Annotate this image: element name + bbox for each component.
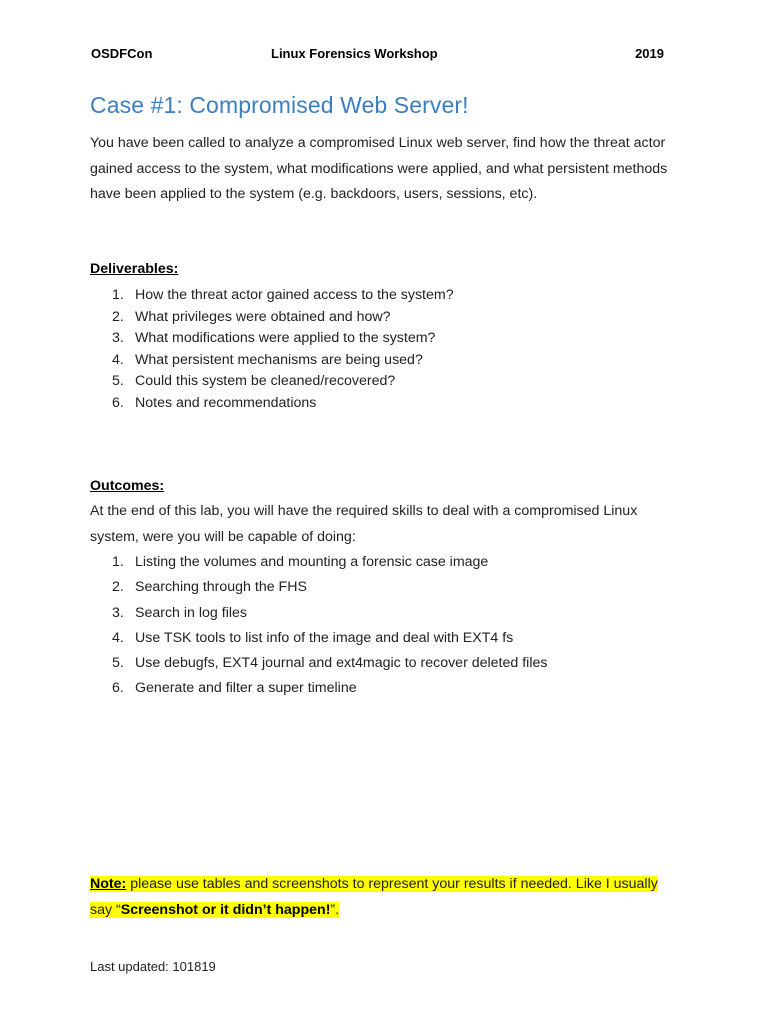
note-paragraph [90, 872, 680, 923]
note-label: Note: [90, 876, 127, 892]
case-title: Case #1: Compromised Web Server! [90, 92, 469, 118]
header-year: 2019 [635, 46, 664, 61]
list-number: 1. [112, 554, 124, 570]
list-item [112, 285, 454, 307]
list-item [112, 328, 454, 350]
list-item [112, 651, 547, 676]
list-item [112, 371, 454, 393]
list-item-text: Generate and filter a super timeline [135, 680, 357, 697]
list-item-text: Searching through the FHS [135, 579, 307, 596]
list-item-text: How the threat actor gained access to the system? [135, 287, 454, 303]
list-item-text: Could this system be cleaned/recovered? [135, 373, 396, 389]
list-number: 5. [112, 373, 124, 389]
list-number: 2. [112, 579, 124, 596]
note-text-end: ”. [330, 901, 340, 918]
list-item [112, 307, 454, 329]
deliverables-list [112, 285, 454, 414]
list-number: 3. [112, 330, 124, 346]
list-number: 4. [112, 351, 124, 368]
list-number: 6. [112, 394, 124, 411]
list-item-text: Listing the volumes and mounting a forensic case image [135, 554, 489, 570]
page-header [91, 46, 664, 64]
intro-paragraph: You have been called to analyze a compromised Linux web server, find how the threat actor gained access to the system, what modifications were applied, and what persistent methods have been applied to the system (e.g. backdoors, users, sessions, etc). [90, 135, 668, 202]
list-number: 3. [112, 604, 124, 621]
list-item-text: What modifications were applied to the system? [135, 330, 436, 346]
outcomes-heading: Outcomes: [90, 478, 165, 494]
note-highlight [90, 876, 658, 918]
list-item-text: Notes and recommendations [135, 394, 317, 411]
header-workshop-title: Linux Forensics Workshop [271, 46, 438, 61]
last-updated: Last updated: 101819 [90, 959, 216, 974]
list-item-text: Use debugfs, EXT4 journal and ext4magic to recover deleted files [135, 655, 548, 672]
list-item [112, 393, 454, 415]
list-number: 2. [112, 308, 124, 325]
header-event-name: OSDFCon [91, 46, 153, 61]
list-item [112, 350, 454, 372]
list-number: 5. [112, 655, 124, 672]
list-number: 1. [112, 287, 124, 303]
list-item [112, 575, 547, 600]
deliverables-heading: Deliverables: [90, 261, 179, 277]
note-quote: Screenshot or it didn’t happen! [120, 901, 331, 918]
list-number: 6. [112, 680, 124, 697]
list-item-text: Search in log files [135, 604, 247, 621]
outcomes-list [112, 550, 547, 702]
list-item [112, 601, 547, 626]
list-item-text: What privileges were obtained and how? [135, 308, 391, 325]
note-text: please use tables and screenshots to represent your results if needed. Like I usually say “ [90, 876, 658, 918]
list-item [112, 626, 547, 651]
list-item-text: What persistent mechanisms are being used? [135, 351, 423, 368]
list-item-text: Use TSK tools to list info of the image and deal with EXT4 fs [135, 629, 514, 646]
list-item [112, 676, 547, 701]
list-number: 4. [112, 629, 124, 646]
list-item [112, 550, 547, 575]
outcomes-paragraph: At the end of this lab, you will have the required skills to deal with a compromised Linux system, were you will be capable of doing: [90, 503, 638, 545]
